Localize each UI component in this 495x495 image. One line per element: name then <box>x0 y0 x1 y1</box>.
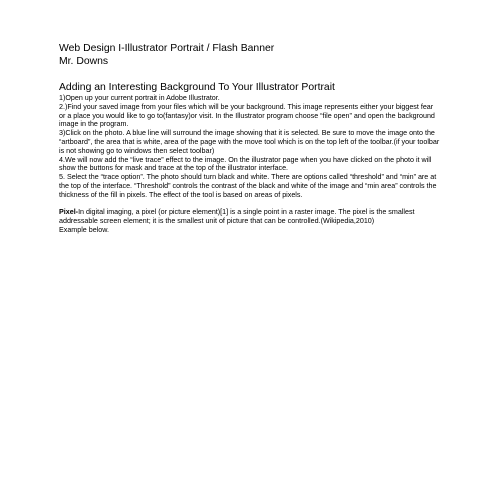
section-heading: Adding an Interesting Background To Your Illustrator Portrait <box>59 82 335 93</box>
definition-text: In digital imaging, a pixel (or picture element)[1] is a single point in a raster image. The pixel is the smallest addressable screen element; it is the smallest unit of picture that can be controlled.(Wikipedia,2010) <box>59 208 415 226</box>
definition-term: Pixel- <box>59 208 79 217</box>
step-5: 5. Select the “trace option”. The photo should turn black and white. There are options called “threshold” and “min” are at the top of the interface. “Threshold” controls the contrast of the black and white of the image and “min area” controls the thickness of the fill in pixels. The effect of the tool is based on areas of pixels. <box>59 173 437 199</box>
example-note: Example below. <box>59 225 110 234</box>
definition-paragraph <box>59 208 441 226</box>
document-title: Web Design I-Illustrator Portrait / Flash Banner <box>59 43 275 54</box>
step-1: 1)Open up your current portrait in Adobe Illustrator. <box>59 94 220 102</box>
document-author: Mr. Downs <box>59 56 109 67</box>
step-2: 2.)Find your saved image from your files which will be your background. This image represents either your biggest fear or a place you would like to go to(fantasy)or visit. In the Illustrator program choose “file open” and open the background image in the program. <box>59 102 435 129</box>
step-3: 3)Click on the photo. A blue line will surround the image showing that it is selected. Be sure to move the image onto the “artboard”, the area that is white, area of the page with the move tool which is on the top left of the toolbar.(if your toolbar is not showing go to windows then select toolbar) <box>59 129 440 155</box>
pixel-definition <box>59 208 441 234</box>
document-page <box>59 42 441 235</box>
step-4: 4.We will now add the “live trace” effect to the image. On the illustrator page when you have clicked on the photo it will show the buttons for mask and trace at the top of the illustrator interface. <box>59 155 432 173</box>
steps-list <box>59 94 441 200</box>
